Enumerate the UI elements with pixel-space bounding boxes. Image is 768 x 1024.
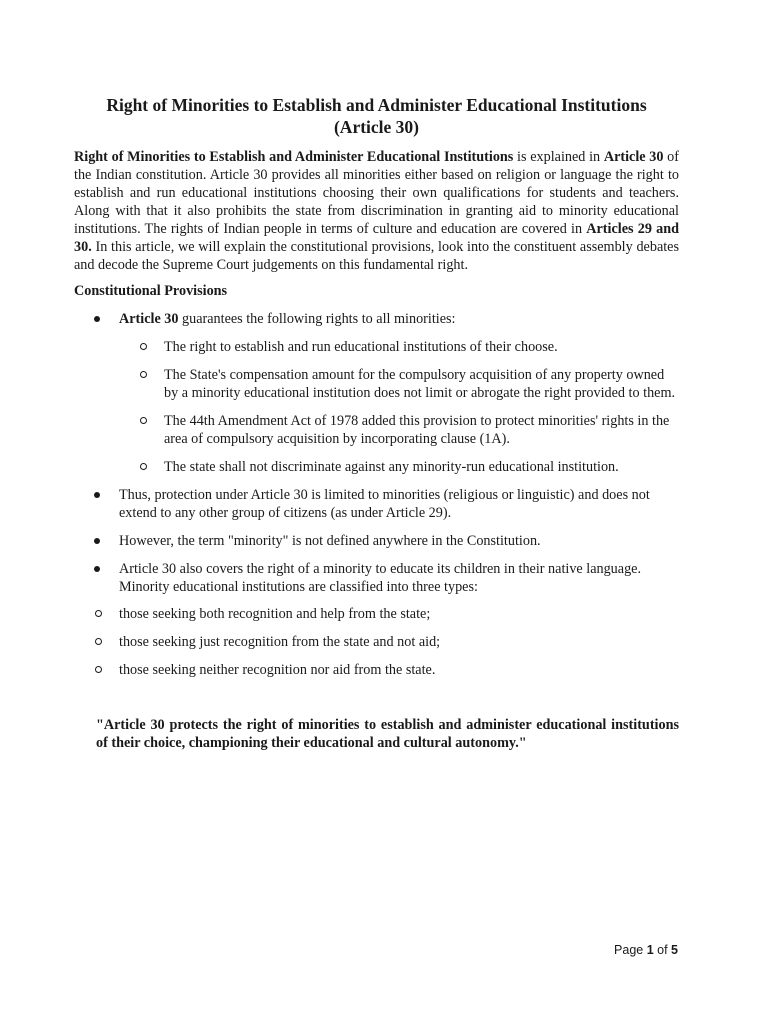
- circle-bullet-icon: [95, 638, 102, 645]
- circle-bullet-icon: [140, 417, 147, 424]
- circle-bullet-icon: [95, 610, 102, 617]
- bullet-icon: [94, 492, 100, 498]
- intro-text-1: is explained in: [513, 149, 604, 165]
- document-title: [74, 94, 679, 138]
- circle-bullet-icon: [140, 371, 147, 378]
- intro-bold-1: Right of Minorities to Establish and Administer Educational Institutions: [74, 149, 514, 165]
- sub-list-item: The 44th Amendment Act of 1978 added this provision to protect minorities' rights in the area of compulsory acquisition by incorporating clause (1A).: [164, 413, 670, 447]
- title-line-1: Right of Minorities to Establish and Administer Educational Institutions: [106, 95, 647, 115]
- intro-text-2: of the Indian constitution. Article 30 provides all minorities either based on religion or language the right to establish and run educational institutions choosing their own qualifications for students and teachers. Along with that it also prohibits the state from discrimination in granting aid to minority educational institutions. The rights of Indian people in terms of culture and education are covered in: [74, 149, 679, 237]
- of-word: of: [653, 943, 672, 957]
- intro-bold-3: Articles 29 and 30.: [74, 221, 679, 255]
- bullet-icon: [94, 316, 100, 322]
- type-list-item: those seeking neither recognition nor aid from the state.: [119, 662, 436, 678]
- bullet-icon: [94, 566, 100, 572]
- page-number-footer: [614, 943, 678, 957]
- section-heading: Constitutional Provisions: [74, 283, 228, 299]
- circle-bullet-icon: [140, 343, 147, 350]
- bullet-item: Article 30 also covers the right of a minority to educate its children in their native language. Minority educational institutions are classified into three types:: [119, 561, 642, 595]
- sub-list-item: The State's compensation amount for the compulsory acquisition of any property owned by a minority educational institution does not limit or abrogate the right provided to them.: [164, 367, 676, 401]
- pull-quote: "Article 30 protects the right of minorities to establish and administer educational institutions of their choice, championing their educational and cultural autonomy.": [96, 717, 679, 751]
- title-line-2: (Article 30): [333, 117, 420, 137]
- bullet-text: guarantees the following rights to all minorities:: [178, 311, 456, 327]
- circle-bullet-icon: [95, 666, 102, 673]
- intro-paragraph: [74, 148, 679, 274]
- page-word: Page: [614, 943, 647, 957]
- bullet-item-article-30: [119, 310, 679, 328]
- bullet-item: However, the term "minority" is not defined anywhere in the Constitution.: [119, 533, 541, 549]
- bullet-item: Thus, protection under Article 30 is limited to minorities (religious or linguistic) and does not extend to any other group of citizens (as under Article 29).: [119, 487, 650, 521]
- bullet-icon: [94, 538, 100, 544]
- page-current: 1: [646, 943, 654, 957]
- intro-text-3: In this article, we will explain the constitutional provisions, look into the constituent assembly debates and decode the Supreme Court judgements on this fundamental right.: [74, 239, 679, 273]
- circle-bullet-icon: [140, 463, 147, 470]
- sub-list-item: The state shall not discriminate against any minority-run educational institution.: [164, 459, 619, 475]
- sub-list-item: The right to establish and run educational institutions of their choose.: [164, 339, 558, 355]
- intro-bold-2: Article 30: [603, 149, 664, 165]
- page-total: 5: [671, 943, 678, 957]
- bullet-bold: Article 30: [119, 311, 179, 327]
- type-list-item: those seeking both recognition and help from the state;: [119, 606, 431, 622]
- type-list-item: those seeking just recognition from the state and not aid;: [119, 634, 441, 650]
